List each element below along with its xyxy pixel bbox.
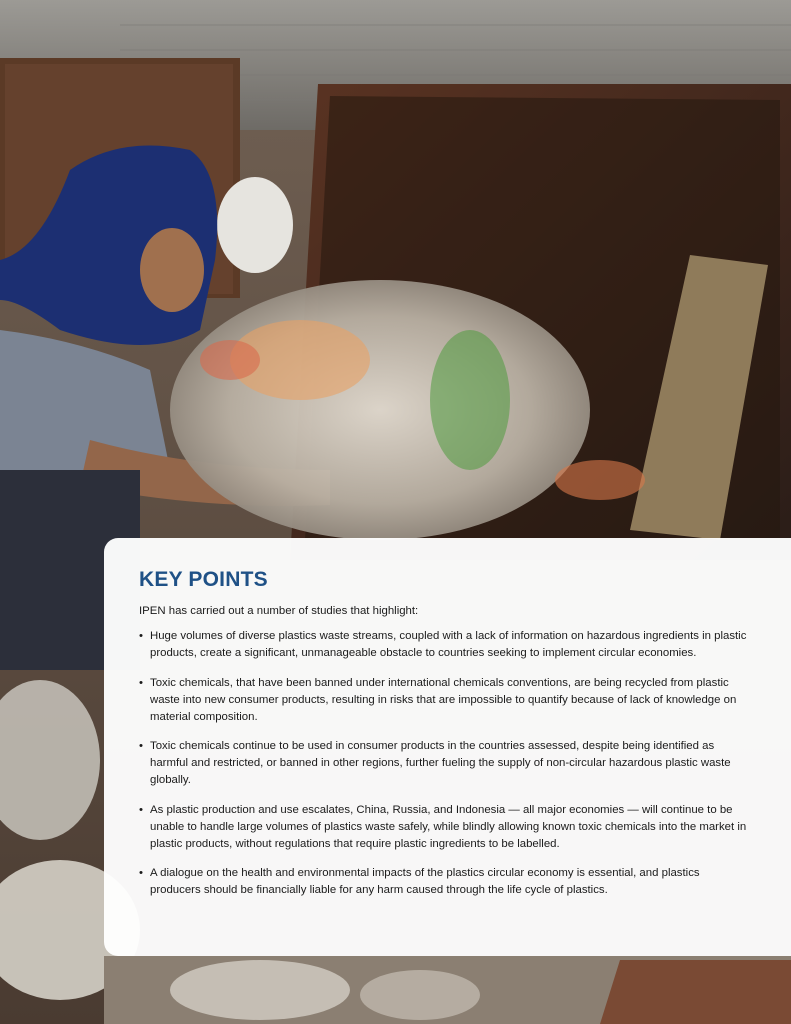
list-item-text: Huge volumes of diverse plastics waste streams, coupled with a lack of information on hazardous ingredients in plastic products, create a significant, unmanageable obstacle to countries seeking to implement circular economies.: [150, 630, 747, 659]
list-item: [139, 865, 751, 899]
bullet-icon: •: [139, 867, 143, 879]
list-item: [139, 738, 751, 789]
list-item: [139, 628, 751, 662]
key-points-card: [104, 538, 791, 956]
list-item: [139, 675, 751, 726]
bullet-icon: •: [139, 740, 143, 752]
bullet-icon: •: [139, 630, 143, 642]
list-item-text: A dialogue on the health and environmental impacts of the plastics circular economy is essential, and plastics producers should be financially liable for any harm caused through the life cycle of plastics.: [150, 867, 700, 896]
list-item-text: As plastic production and use escalates, China, Russia, and Indonesia — all major economies — will continue to be unable to handle large volumes of plastics waste safely, while blindly allowing known toxic chemicals into the market in plastic products, without regulations that require plastic ingredients to be labelled.: [150, 803, 747, 850]
list-item: [139, 802, 751, 853]
list-item-text: Toxic chemicals continue to be used in consumer products in the countries assessed, despite being identified as harmful and restricted, or banned in other regions, further fueling the supply of non-circular hazardous plastic waste globally.: [150, 740, 731, 786]
key-points-title: KEY POINTS: [139, 568, 268, 591]
bullet-icon: •: [139, 803, 143, 816]
key-points-list: [139, 628, 751, 899]
bullet-icon: •: [139, 676, 143, 689]
key-points-intro: IPEN has carried out a number of studies that highlight:: [139, 605, 419, 617]
list-item-text: Toxic chemicals, that have been banned under international chemicals conventions, are being recycled from plastic waste into new consumer products, resulting in risks that are impossible to quantify because of lack of knowledge on material composition.: [150, 676, 737, 723]
